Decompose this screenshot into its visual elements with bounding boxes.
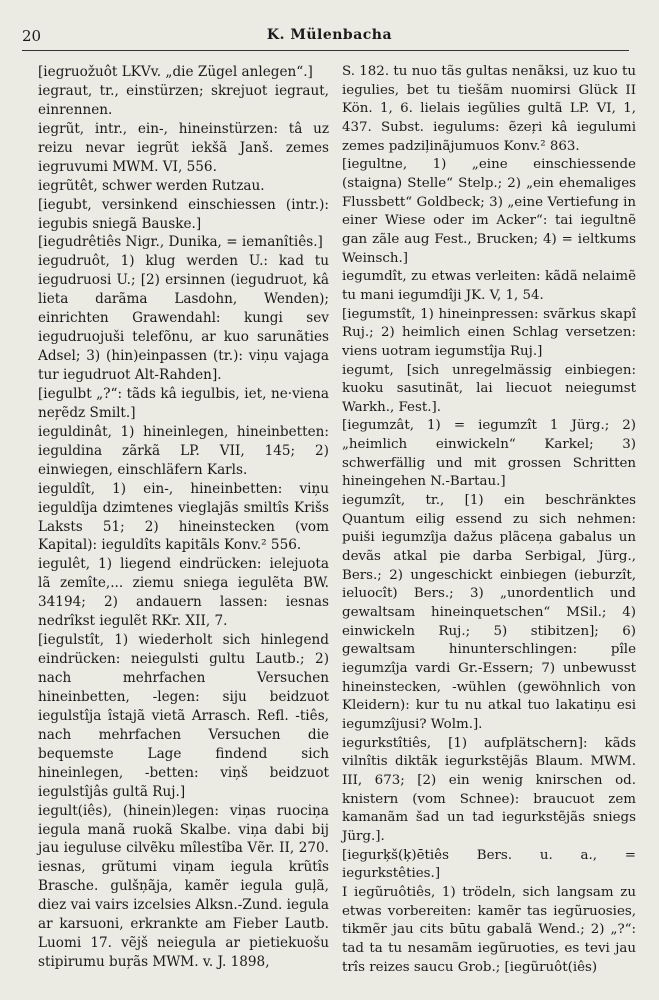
entry: S. 182. tu nuo tãs gultas nenãksi, uz kuo tu iegulies, bet tu tiešãm nuomirsi Glück II Kön. 1, 6. lielais iegũlies gultã LP. VI, 1, 437. Subst. iegulums: ẽzeŗi kâ iegulumi zemes padziļinãjumuos Konv.² 863. xyxy=(342,64,636,154)
entry: ieguldît, 1) ein-, hineinbetten: viņu ieguldîja dzimtenes vieglajãs smiltîs Krišs Laksts 51; 2) hineinstecken (vom Kapital): ieguldîts kapitãls Konv.² 556. xyxy=(38,480,329,554)
entry: iegudruôt, 1) klug werden U.: kad tu iegudruosi U.; [2) ersinnen (iegudruot, kâ lieta darãma Lasdohn, Wenden); einrichten Grawendahl: kungi sev iegudruojuši telefõnu, ar kuo sarunãties Adsel; 3) (hin)einpassen (tr.): viņu vajaga tur iegudruot Alt-Rahden]. xyxy=(38,253,329,383)
entry: ieguldinât, 1) hineinlegen, hineinbetten: ieguldina zãrkã LP. VII, 145; 2) einwiegen, einschläfern Karls. xyxy=(38,423,329,478)
entry: [iegumzât, 1) = iegumzît 1 Jürg.; 2) „heimlich einwickeln“ Karkel; 3) schwerfällig und mit grossen Schritten hineingehen N.-Bartau.] xyxy=(342,418,636,490)
entry: [iegumstît, 1) hineinpressen: svãrkus skapî Ruj.; 2) heimlich einen Schlag versetzen: viens uotram iegumstîja Ruj.] xyxy=(342,306,636,359)
page-header xyxy=(22,27,637,49)
page-number: 20 xyxy=(22,27,42,45)
entry: iegurkstîtiês, [1) aufplätschern]: kãds vilnîtis diktãk iegurkstẽjãs Blaum. MWM. III, 673; [2) ein wenig knirschen od. knistern (vom Schnee): braucuot zem kamanãm šad un tad iegurkstẽjãs sniegs Jürg.]. xyxy=(342,735,636,844)
entry: iegulêt, 1) liegend eindrücken: ielejuota lã zemîte,... ziemu sniega iegulẽta BW. 34194; 2) andauern lassen: iesnas nedrîkst iegulẽt RKr. XII, 7. xyxy=(38,556,329,630)
entry: [iegubt, versinkend einschiessen (intr.): iegubis sniegã Bauske.] xyxy=(38,196,329,232)
header-rule xyxy=(22,50,629,51)
entry: iegraut, tr., einstürzen; skrejuot iegraut, einrennen. xyxy=(38,82,329,118)
entry: [iegudrêtiês Nigr., Dunika, = iemanîtiês.] xyxy=(38,234,323,251)
entry: [iegultne, 1) „eine einschiessende (staigna) Stelle“ Stelp.; 2) „ein ehemaliges Flussbett“ Goldbeck; 3) „eine Vertiefung in einer Wiese oder im Acker“: tai iegultnẽ gan zãle aug Fest., Brucken; 4) = ieltkums Weinsch.] xyxy=(342,157,636,266)
entry: iegrũtêt, schwer werden Rutzau. xyxy=(38,177,265,194)
entry: [iegulstît, 1) wiederholt sich hinlegend eindrücken: neiegulsti gultu Lautb.; 2) nach mehrfachen Versuchen hineinbetten, -legen: siju beidzuot iegulstîja îstajã vietã Arrasch. Refl. -tiês, nach mehrfachen Versuchen die bequemste Lage findend sich hineinlegen, -betten: viņš beidzuot iegulstîjâs gultã Ruj.] xyxy=(38,632,329,800)
left-column xyxy=(38,63,329,972)
entry: iegumdît, zu etwas verleiten: kãdã nelaimẽ tu mani iegumdîji JK. V, 1, 54. xyxy=(342,269,636,303)
entry: iegult(iês), (hinein)legen: viņas ruociņa iegula manã ruokã Skalbe. viņa dabi bij jau ieguluse cilvẽku mîlestîba Vẽr. II, 270. iesnas, grũtumi viņam iegula krũtîs Brasche. gulšņãja, kamẽr iegula guļã, diez vai vairs izcelsies Alksn.-Zund. iegula ar karsuoni, erkrankte am Fieber Lautb. Luomi 17. vẽjš neiegula ar pietiekuošu stipirumu buŗãs MWM. v. J. 1898, xyxy=(38,802,329,971)
entry: [iegruožuôt LKVv. „die Zügel anlegen“.] xyxy=(38,64,313,80)
entry: iegrũt, intr., ein-, hineinstürzen: tâ uz reizu nevar iegrũt iekšã Janš. zemes iegruvumi MWM. VI, 556. xyxy=(38,120,329,175)
entry: [iegulbt „?“: tãds kâ iegulbis, iet, ne·viena neŗẽdz Smilt.] xyxy=(38,385,329,421)
entry: iegumt, [sich unregelmässig einbiegen: kuoku sasutinãt, lai liecuot neiegumst Warkh., Fest.]. xyxy=(342,362,636,415)
right-column xyxy=(342,63,636,977)
entry: iegumzît, tr., [1) ein beschränktes Quantum eilig essend zu sich nehmen: puiši iegumzîja dažus plãceņa gabalus un devãs atkal pie darba Serbigal, Jürg., Bers.; 2) ungeschickt einbiegen (ieburzît, ieluocît) Bers.; 3) „unordentlich und gewaltsam hineinquetschen“ MSil.; 4) einwickeln Ruj.; 5) stibitzen]; 6) gewaltsam hinunterschlingen: pîle iegumzîja vardi Gr.-Essern; 7) unbewusst hineinstecken, -wühlen (gewöhnlich von Kleidern): kur tu nu atkal tuo lakatiņu esi iegumzîjusi? Wolm.]. xyxy=(342,493,636,732)
entry: [iegurķš(ķ)ētiês Bers. u. a., = iegurkstêties.] xyxy=(342,847,636,882)
running-head: K. Mülenbacha xyxy=(266,27,393,43)
entry: I iegũruôtiês, 1) trödeln, sich langsam zu etwas vorbereiten: kamẽr tas iegũruosies, tikmẽr jau cits būtu gabalã Wend.; 2) „?“: tad ta tu nesamãm iegũruoties, es tevi jau trîs reizes saucu Grob.; [iegũruôt(iês) xyxy=(342,884,636,975)
